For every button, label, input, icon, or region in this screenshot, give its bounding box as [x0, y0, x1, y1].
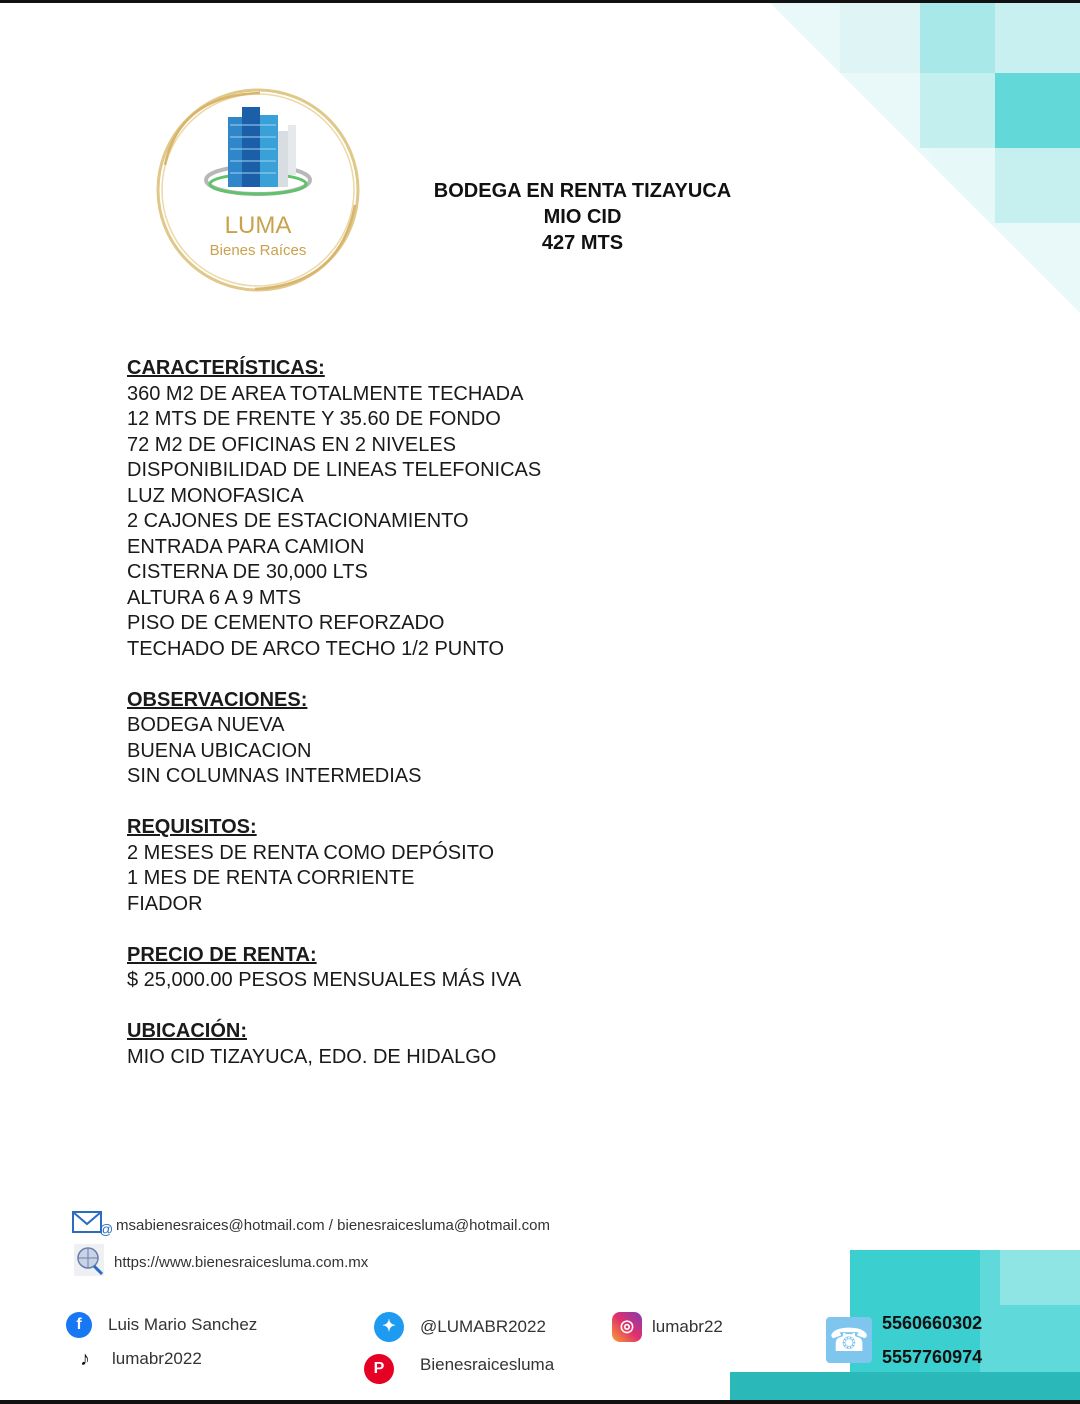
list-item: PISO DE CEMENTO REFORZADO [127, 612, 445, 634]
bottom-border [0, 1400, 1080, 1404]
list-item: TECHADO DE ARCO TECHO 1/2 PUNTO [127, 637, 505, 660]
twitter-icon: ✦ [374, 1312, 404, 1342]
phone-contact[interactable] [826, 1306, 982, 1374]
website-link[interactable]: https://www.bienesraicesluma.com.mx [114, 1253, 369, 1271]
section-ubicacion [127, 1019, 687, 1070]
phone-number-1[interactable]: 5560660302 [882, 1313, 983, 1333]
section-requisitos [127, 815, 687, 917]
title-line-2: MIO CID [543, 206, 622, 228]
svg-text:@: @ [99, 1221, 114, 1237]
pinterest-contact[interactable] [364, 1346, 554, 1384]
logo-tagline-text: Bienes Raíces [209, 242, 307, 259]
twitter-contact[interactable] [374, 1312, 546, 1342]
list-item: ENTRADA PARA CAMION [127, 535, 365, 558]
location-text: MIO CID TIZAYUCA, EDO. DE HIDALGO [127, 1045, 497, 1068]
title-line-3: 427 MTS [541, 232, 624, 254]
section-caracteristicas [127, 356, 687, 662]
list-item: 2 CAJONES DE ESTACIONAMIENTO [127, 510, 469, 532]
list-item: 2 MESES DE RENTA COMO DEPÓSITO [127, 841, 495, 864]
section-precio [127, 943, 687, 994]
decorative-mosaic-top [770, 3, 1080, 313]
list-item: 72 M2 DE OFICINAS EN 2 NIVELES [127, 433, 456, 456]
phone-number-2[interactable]: 5557760974 [882, 1347, 983, 1367]
phone-icon: ☎ [826, 1317, 872, 1363]
globe-icon [74, 1244, 104, 1280]
list-item: ALTURA 6 A 9 MTS [127, 586, 302, 609]
email-text[interactable]: msabienesraices@hotmail.com / bienesraicesluma@hotmail.com [116, 1216, 550, 1234]
section-heading: UBICACIÓN: [127, 1020, 247, 1042]
list-item: CISTERNA DE 30,000 LTS [127, 561, 368, 583]
facebook-name[interactable]: Luis Mario Sanchez [108, 1315, 258, 1334]
facebook-icon: f [66, 1312, 92, 1338]
section-heading: PRECIO DE RENTA: [127, 943, 317, 966]
list-item: DISPONIBILIDAD DE LINEAS TELEFONICAS [127, 459, 542, 481]
section-observaciones [127, 688, 687, 790]
section-heading: OBSERVACIONES: [127, 688, 308, 711]
website-contact[interactable] [74, 1244, 368, 1280]
price-text: $ 25,000.00 PESOS MENSUALES MÁS IVA [127, 969, 522, 991]
facebook-contact[interactable] [66, 1312, 257, 1338]
twitter-handle[interactable]: @LUMABR2022 [420, 1317, 546, 1336]
instagram-contact[interactable] [612, 1312, 723, 1342]
list-item: SIN COLUMNAS INTERMEDIAS [127, 765, 422, 787]
instagram-icon: ◎ [612, 1312, 642, 1342]
list-item: FIADOR [127, 892, 203, 915]
listing-details [127, 356, 687, 1096]
email-icon [72, 1210, 114, 1240]
email-contact[interactable] [72, 1210, 550, 1240]
title-line-1: BODEGA EN RENTA TIZAYUCA [433, 180, 732, 202]
list-item: LUZ MONOFASICA [127, 484, 304, 507]
tiktok-name[interactable]: lumabr2022 [112, 1349, 202, 1368]
list-item: BUENA UBICACION [127, 739, 312, 762]
list-item: 360 M2 DE AREA TOTALMENTE TECHADA [127, 382, 524, 405]
tiktok-icon: ♪ [74, 1346, 96, 1372]
list-item: BODEGA NUEVA [127, 714, 285, 736]
list-item: 1 MES DE RENTA CORRIENTE [127, 867, 415, 889]
tiktok-contact[interactable] [74, 1346, 202, 1372]
listing-title [420, 178, 745, 256]
luma-logo [150, 85, 365, 295]
pinterest-name[interactable]: Bienesraicesluma [420, 1355, 555, 1374]
section-heading: CARACTERÍSTICAS: [127, 357, 325, 379]
pinterest-icon: P [364, 1354, 394, 1384]
instagram-handle[interactable]: lumabr22 [652, 1317, 723, 1336]
list-item: 12 MTS DE FRENTE Y 35.60 DE FONDO [127, 408, 501, 430]
section-heading: REQUISITOS: [127, 816, 257, 838]
logo-brand-text: LUMA [224, 212, 292, 239]
